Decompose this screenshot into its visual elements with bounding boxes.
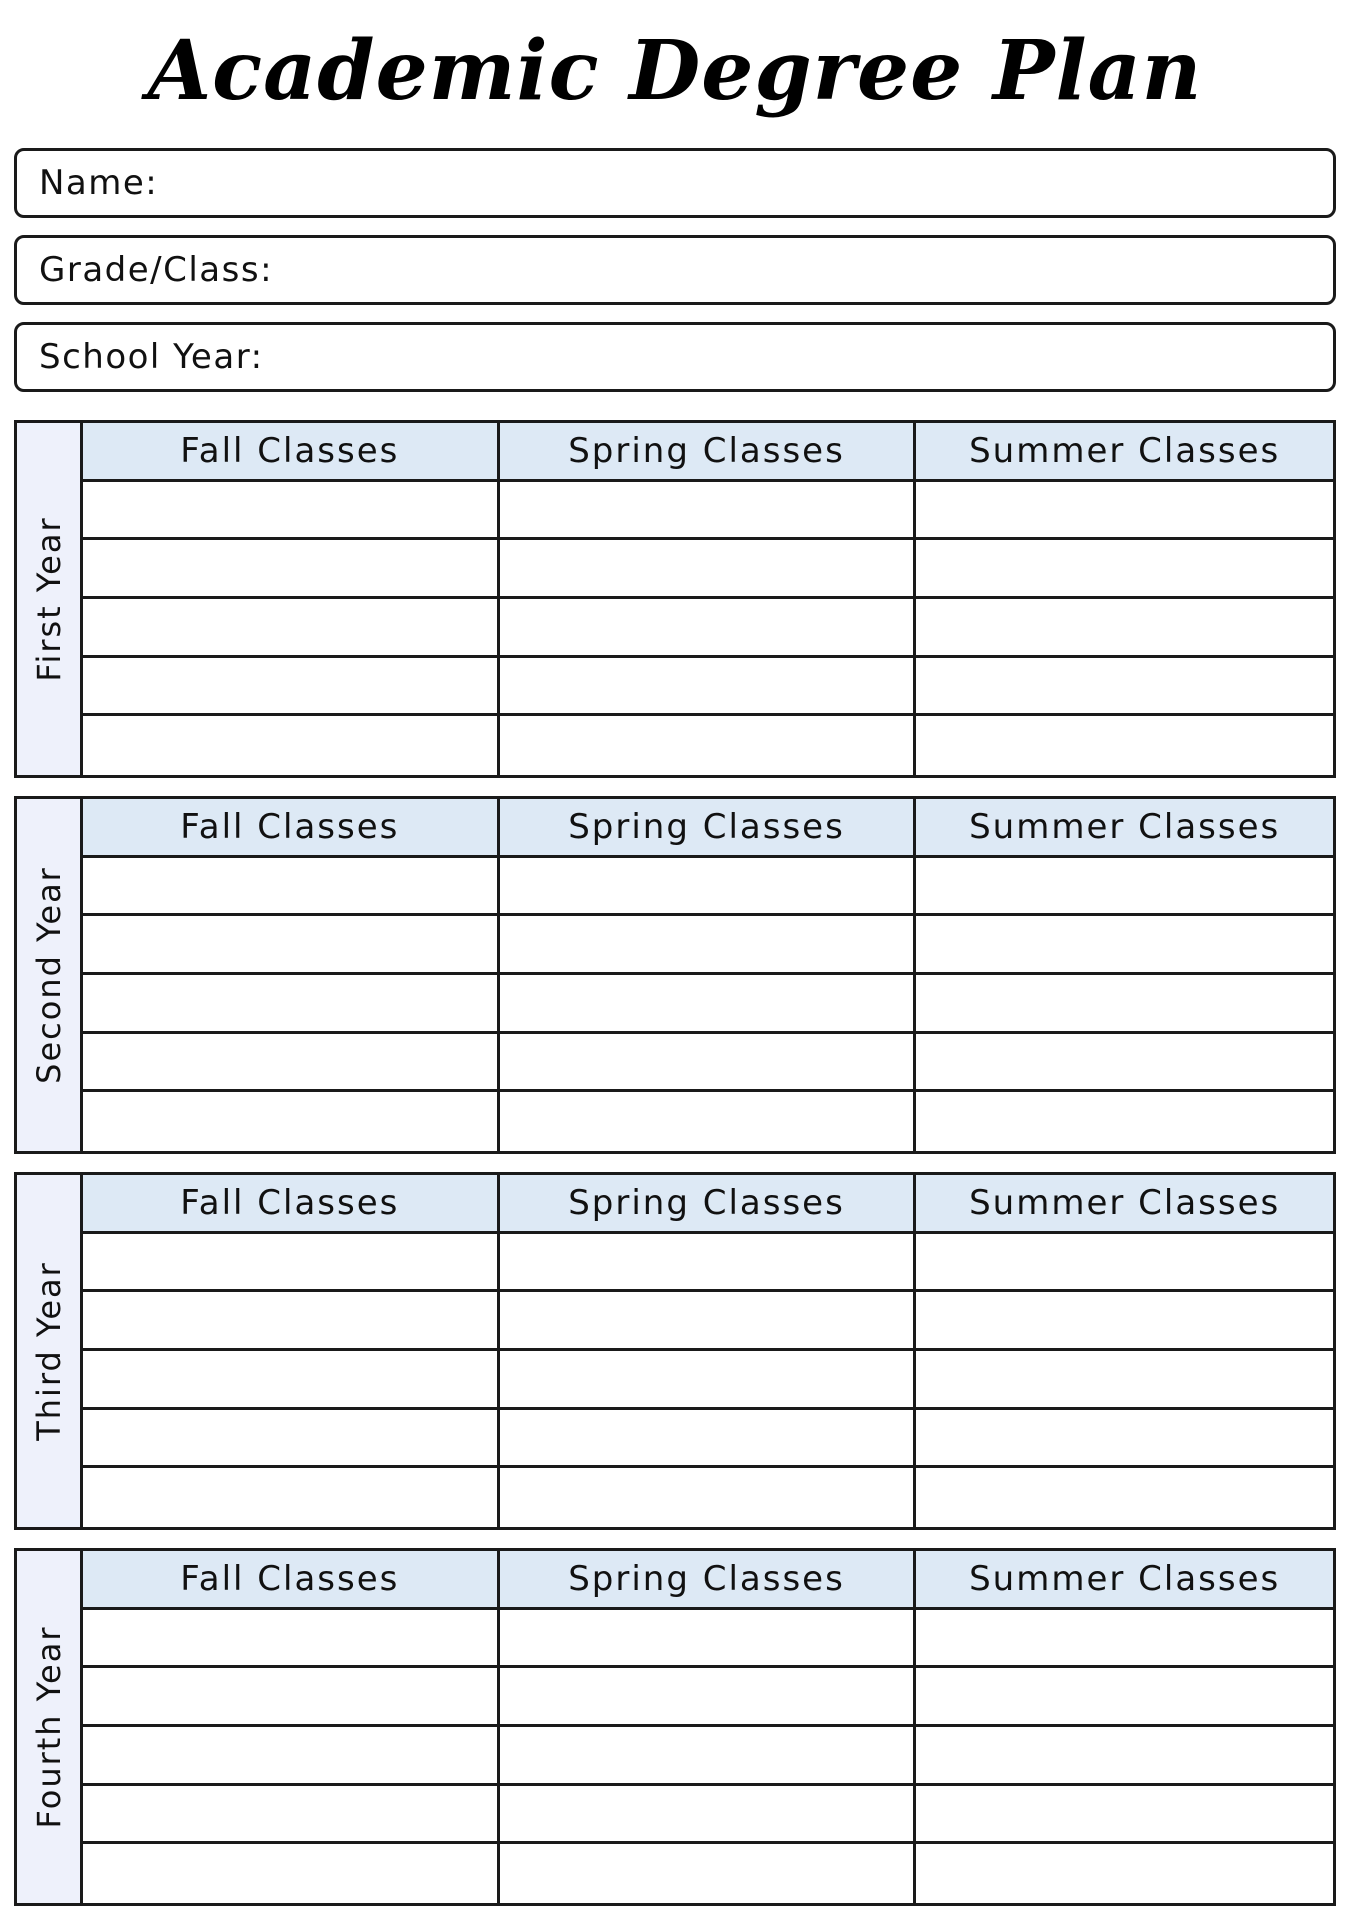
fall-class-slot[interactable] xyxy=(83,1610,500,1669)
name-label: Name: xyxy=(39,163,159,203)
third-year-section xyxy=(14,1172,1336,1530)
year-label: Third Year xyxy=(29,1261,68,1441)
summer-class-slot[interactable] xyxy=(916,1786,1333,1845)
spring-class-slot[interactable] xyxy=(500,540,917,599)
fall-class-slot[interactable] xyxy=(83,858,500,917)
fall-class-slot[interactable] xyxy=(83,1092,500,1151)
fourth-year-section xyxy=(14,1548,1336,1906)
fall-classes-header: Fall Classes xyxy=(83,1175,500,1234)
spring-class-slot[interactable] xyxy=(500,916,917,975)
fall-class-slot[interactable] xyxy=(83,482,500,541)
year-side-panel xyxy=(17,1175,83,1527)
name-field-box[interactable] xyxy=(14,148,1336,218)
spring-class-slot[interactable] xyxy=(500,1034,917,1093)
summer-class-slot[interactable] xyxy=(916,1410,1333,1469)
spring-class-slot[interactable] xyxy=(500,858,917,917)
summer-class-slot[interactable] xyxy=(916,658,1333,717)
spring-classes-header: Spring Classes xyxy=(500,1175,917,1234)
fall-class-slot[interactable] xyxy=(83,1034,500,1093)
spring-class-slot[interactable] xyxy=(500,1786,917,1845)
summer-class-slot[interactable] xyxy=(916,858,1333,917)
schedule-table xyxy=(83,1551,1333,1903)
school-year-input[interactable] xyxy=(264,325,1333,389)
fall-class-slot[interactable] xyxy=(83,1786,500,1845)
schedule-table xyxy=(83,1175,1333,1527)
grade-class-field-box[interactable] xyxy=(14,235,1336,305)
summer-class-slot[interactable] xyxy=(916,540,1333,599)
spring-class-slot[interactable] xyxy=(500,482,917,541)
spring-class-slot[interactable] xyxy=(500,1351,917,1410)
summer-class-slot[interactable] xyxy=(916,975,1333,1034)
summer-classes-header: Summer Classes xyxy=(916,1175,1333,1234)
fall-class-slot[interactable] xyxy=(83,599,500,658)
summer-classes-header: Summer Classes xyxy=(916,1551,1333,1610)
fall-class-slot[interactable] xyxy=(83,1351,500,1410)
spring-classes-header: Spring Classes xyxy=(500,423,917,482)
fall-class-slot[interactable] xyxy=(83,1410,500,1469)
spring-class-slot[interactable] xyxy=(500,975,917,1034)
spring-class-slot[interactable] xyxy=(500,1610,917,1669)
spring-class-slot[interactable] xyxy=(500,1727,917,1786)
summer-class-slot[interactable] xyxy=(916,1468,1333,1527)
spring-class-slot[interactable] xyxy=(500,1668,917,1727)
year-side-panel xyxy=(17,423,83,775)
spring-class-slot[interactable] xyxy=(500,1410,917,1469)
year-label: Second Year xyxy=(29,866,68,1084)
year-label: Fourth Year xyxy=(29,1625,68,1829)
spring-classes-header: Spring Classes xyxy=(500,1551,917,1610)
summer-class-slot[interactable] xyxy=(916,1092,1333,1151)
summer-class-slot[interactable] xyxy=(916,1668,1333,1727)
spring-class-slot[interactable] xyxy=(500,599,917,658)
grade-class-label: Grade/Class: xyxy=(39,250,274,290)
summer-class-slot[interactable] xyxy=(916,1844,1333,1903)
name-input[interactable] xyxy=(158,151,1333,215)
fall-class-slot[interactable] xyxy=(83,1468,500,1527)
summer-class-slot[interactable] xyxy=(916,482,1333,541)
year-side-panel xyxy=(17,1551,83,1903)
spring-classes-header: Spring Classes xyxy=(500,799,917,858)
spring-class-slot[interactable] xyxy=(500,1292,917,1351)
spring-class-slot[interactable] xyxy=(500,716,917,775)
fall-classes-header: Fall Classes xyxy=(83,1551,500,1610)
schedule-table xyxy=(83,423,1333,775)
summer-class-slot[interactable] xyxy=(916,1034,1333,1093)
summer-class-slot[interactable] xyxy=(916,916,1333,975)
fall-class-slot[interactable] xyxy=(83,1844,500,1903)
fall-classes-header: Fall Classes xyxy=(83,799,500,858)
school-year-field-box[interactable] xyxy=(14,322,1336,392)
fall-class-slot[interactable] xyxy=(83,1234,500,1293)
fall-class-slot[interactable] xyxy=(83,1292,500,1351)
summer-class-slot[interactable] xyxy=(916,599,1333,658)
spring-class-slot[interactable] xyxy=(500,658,917,717)
page-title: Academic Degree Plan xyxy=(147,23,1203,119)
fall-class-slot[interactable] xyxy=(83,658,500,717)
fall-classes-header: Fall Classes xyxy=(83,423,500,482)
grade-class-input[interactable] xyxy=(273,238,1333,302)
school-year-label: School Year: xyxy=(39,337,264,377)
year-side-panel xyxy=(17,799,83,1151)
fall-class-slot[interactable] xyxy=(83,975,500,1034)
summer-classes-header: Summer Classes xyxy=(916,423,1333,482)
second-year-section xyxy=(14,796,1336,1154)
fall-class-slot[interactable] xyxy=(83,540,500,599)
first-year-section xyxy=(14,420,1336,778)
summer-class-slot[interactable] xyxy=(916,716,1333,775)
schedule-table xyxy=(83,799,1333,1151)
spring-class-slot[interactable] xyxy=(500,1092,917,1151)
summer-class-slot[interactable] xyxy=(916,1351,1333,1410)
fall-class-slot[interactable] xyxy=(83,716,500,775)
spring-class-slot[interactable] xyxy=(500,1468,917,1527)
fall-class-slot[interactable] xyxy=(83,1727,500,1786)
summer-class-slot[interactable] xyxy=(916,1727,1333,1786)
spring-class-slot[interactable] xyxy=(500,1844,917,1903)
spring-class-slot[interactable] xyxy=(500,1234,917,1293)
fall-class-slot[interactable] xyxy=(83,1668,500,1727)
summer-class-slot[interactable] xyxy=(916,1292,1333,1351)
summer-class-slot[interactable] xyxy=(916,1610,1333,1669)
summer-classes-header: Summer Classes xyxy=(916,799,1333,858)
fall-class-slot[interactable] xyxy=(83,916,500,975)
summer-class-slot[interactable] xyxy=(916,1234,1333,1293)
year-label: First Year xyxy=(29,516,68,682)
